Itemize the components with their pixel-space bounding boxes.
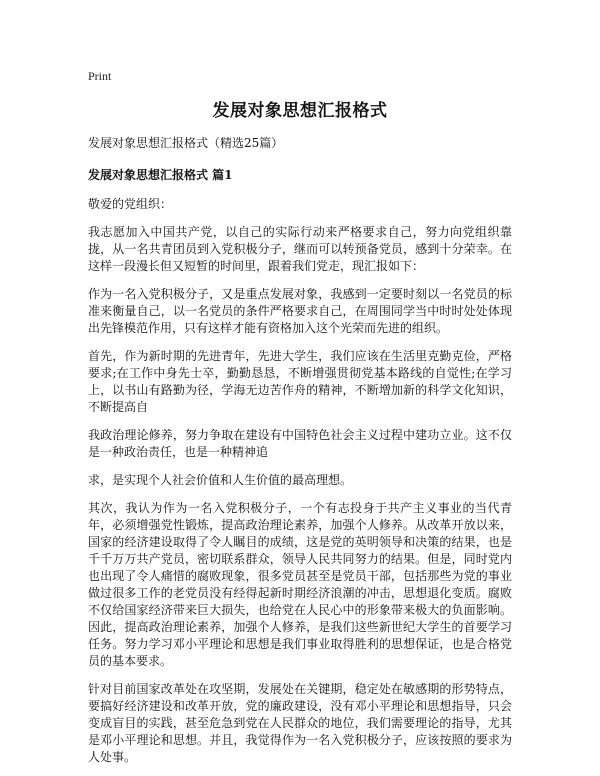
document-subtitle: 发展对象思想汇报格式（精选25篇） xyxy=(88,136,284,150)
print-link[interactable]: Print xyxy=(88,69,112,83)
paragraph: 作为一名入党积极分子，又是重点发展对象，我感到一定要时刻以一名党员的标准来衡量自己，以一名党员的条件严格要求自己，在周围同学当中时时处处体现出先锋模范作用，只有这样才能有资格加入这个光荣而先进的组织。 xyxy=(88,287,512,335)
section-heading: 发展对象思想汇报格式 篇1 xyxy=(88,168,233,182)
paragraph: 首先，作为新时期的先进青年，先进大学生，我们应该在生活里克勤克俭，严格要求;在工作中身先士卒，勤勤恳恳，不断增强贯彻党基本路线的自觉性;在学习上，以书山有路勤为径，学海无边苦作舟的精神，不断增加新的科学文化知识，不断提高自 xyxy=(88,349,512,414)
paragraph: 其次，我认为作为一名入党积极分子，一个有志投身于共产主义事业的当代青年，必须增强党性锻炼，提高政治理论素养，加强个人修养。从改革开放以来，国家的经济建设取得了令人瞩目的成绩，这是党的英明领导和决策的结果，也是千千万万共产党员，密切联系群众，领导人民共同努力的结果。但是，同时党内也出现了令人痛惜的腐败现象，很多党员甚至是党员干部，包括那些为党的事业做过很多工作的老党员没有经得起新时期经济浪潮的冲击，思想退化变质。腐败不仅给国家经济带来巨大损失，也给党在人民心中的形象带来极大的负面影响。因此，提高政治理论素养，加强个人修养，是我们这些新世纪大学生的首要学习任务。努力学习邓小平理论和思想是我们事业取得胜利的思想保证，也是合格党员的基本要求。 xyxy=(88,501,512,668)
document-title: 发展对象思想汇报格式 xyxy=(212,101,388,121)
paragraph: 针对目前国家改革处在攻坚期，发展处在关键期，稳定处在敏感期的形势特点，要搞好经济建设和改革开放，党的廉政建设，没有邓小平理论和思想指导，只会变成盲目的实践，甚至危急到党在人民群众的地位，我们需要理论的指导，尤其是邓小平理论和思想。并且，我觉得作为一名入党积极分子，应该按照的要求为人处事。 xyxy=(88,682,512,764)
greeting: 敬爱的党组织： xyxy=(88,197,173,211)
paragraph: 我政治理论修养，努力争取在建设有中国特色社会主义过程中建功立业。这不仅是一种政治责任，也是一种精神追 xyxy=(88,428,512,459)
paragraph: 我志愿加入中国共产党，以自己的实际行动来严格要求自己，努力向党组织靠拢，从一名共青团员到入党积极分子，继而可以转预备党员，感到十分荣幸。在这样一段漫长但又短暂的时间里，跟着我们党走，现汇报如下： xyxy=(88,225,512,273)
paragraph: 求，是实现个人社会价值和人生价值的最高理想。 xyxy=(88,473,353,487)
